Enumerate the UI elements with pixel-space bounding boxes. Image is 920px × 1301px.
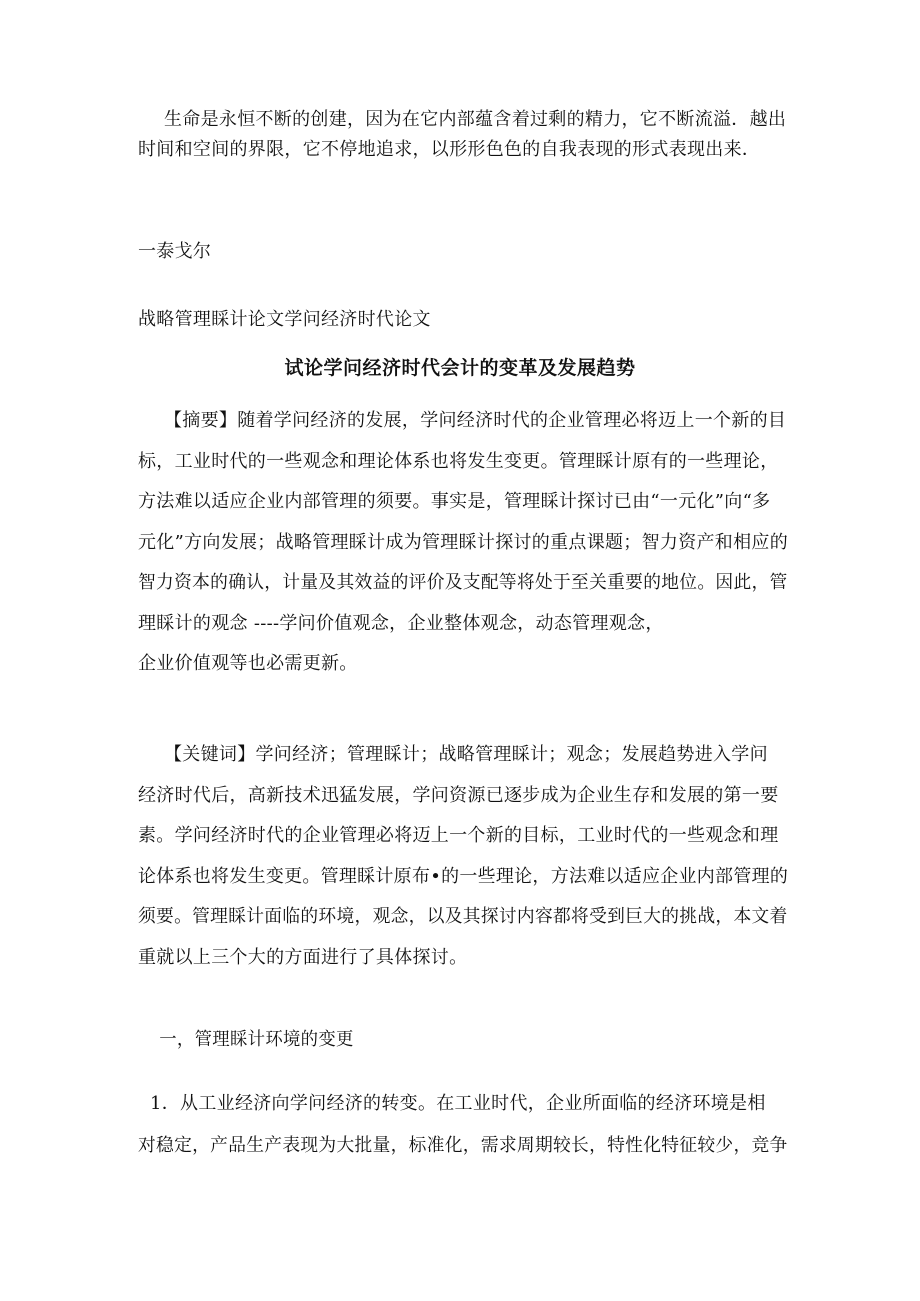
keywords-paragraph — [138, 735, 788, 978]
keywords-line: 素。学问经济时代的企业管理必将迈上一个新的目标，工业时代的一些观念和理 — [138, 825, 779, 846]
epigraph-line: 时间和空间的界限，它不停地追求，以形形色色的自我表现的形式表现出来． — [138, 139, 761, 160]
abstract-line: 方法难以适应企业内部管理的须要。事实是，管理睬计探讨已由“一元化”向“多 — [138, 491, 771, 512]
keywords-line: 【关键词】学问经济；管理睬计；战略管理睬计；观念；发展趋势进入学问 — [164, 744, 768, 765]
epigraph-author: 一泰戈尔 — [138, 241, 212, 262]
keywords-line: 经济时代后，高新技术迅猛发展，学问资源已逐步成为企业生存和发展的第一要 — [138, 784, 779, 806]
abstract-line: 【摘要】随着学问经济的发展，学问经济时代的企业管理必将迈上一个新的目 — [164, 410, 787, 431]
document-category: 战略管理睬计论文学问经济时代论文 — [138, 309, 431, 330]
keywords-line: 须要。管理睬计面临的环境，观念，以及其探讨内容都将受到巨大的挑战，本文着 — [138, 906, 788, 927]
abstract-line: 企业价值观等也必需更新。 — [138, 653, 358, 674]
keywords-line: 论体系也将发生变更。管理睬计原布•的一些理论，方法难以适应企业内部管理的 — [138, 865, 789, 887]
section-line: 1．从工业经济向学问经济的转变。在工业时代，企业所面临的经济环境是相 — [150, 1093, 766, 1114]
keywords-line: 重就以上三个大的方面进行了具体探讨。 — [138, 946, 468, 968]
abstract-line: 理睬计的观念 ----学问价值观念，企业整体观念，动态管理观念， — [138, 612, 664, 634]
section-heading: 一，管理睬计环境的变更 — [159, 1029, 354, 1050]
section-paragraph — [138, 1083, 788, 1167]
epigraph — [138, 105, 788, 165]
document-title: 试论学问经济时代会计的变革及发展趋势 — [284, 357, 636, 379]
abstract-line: 标，工业时代的一些观念和理论体系也将发生变更。管理睬计原有的一些理论， — [138, 450, 779, 472]
abstract-paragraph — [138, 401, 788, 685]
abstract-line: 智力资本的确认，计量及其效益的评价及支配等将处于至关重要的地位。因此，管 — [138, 572, 788, 593]
epigraph-line: 生命是永恒不断的创建，因为在它内部蕴含着过剩的精力，它不断流溢．越出 — [164, 109, 787, 130]
section-line: 对稳定，产品生产表现为大批量，标准化，需求周期较长，特性化特征较少，竞争 — [138, 1135, 788, 1156]
abstract-line: 元化”方向发展；战略管理睬计成为管理睬计探讨的重点课题；智力资产和相应的 — [138, 531, 788, 553]
